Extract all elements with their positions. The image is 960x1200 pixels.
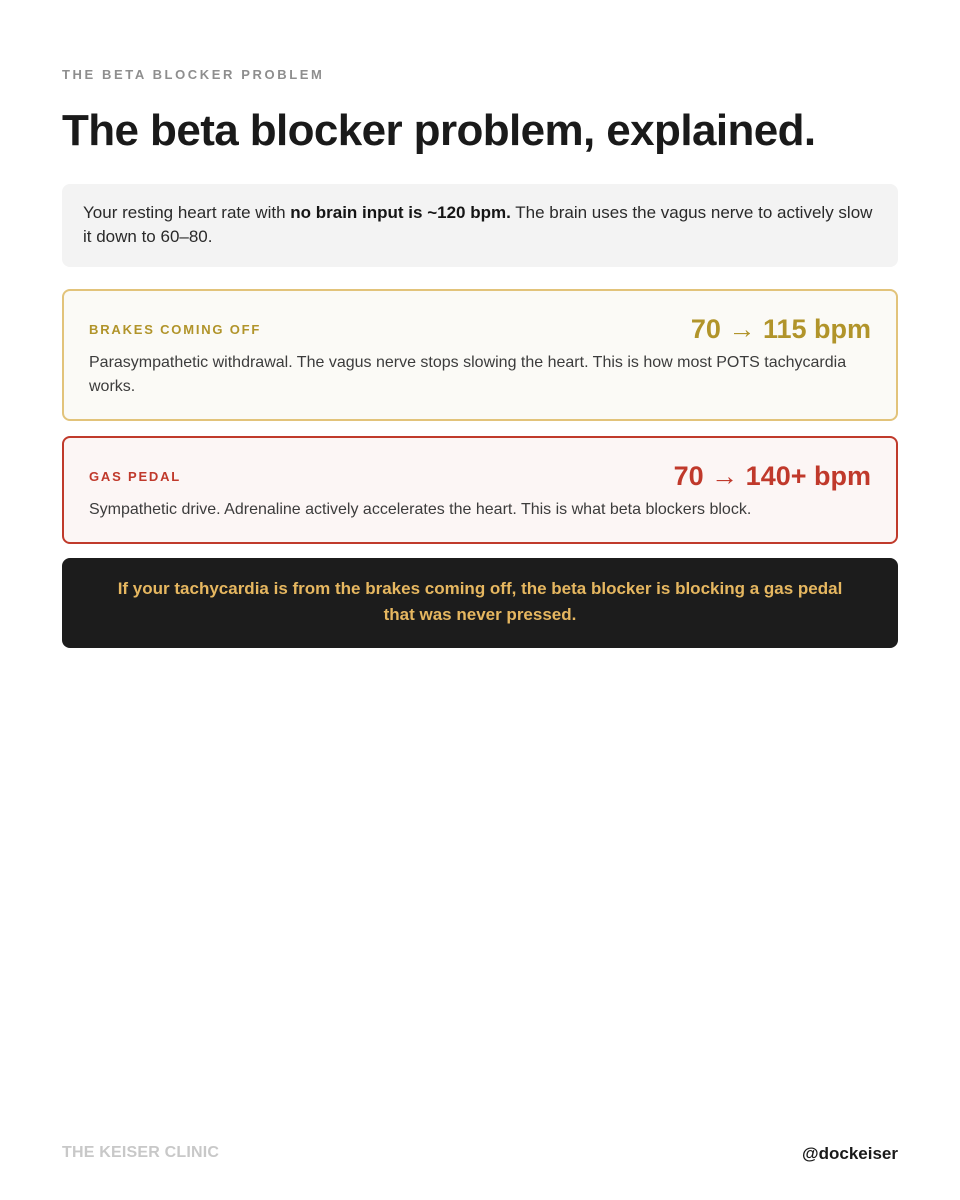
page-title: The beta blocker problem, explained. xyxy=(62,106,816,155)
card-brakes-coming-off xyxy=(62,289,898,421)
card-label: BRAKES COMING OFF xyxy=(89,322,262,337)
intro-box xyxy=(62,184,898,267)
card-label: GAS PEDAL xyxy=(89,469,182,484)
intro-text-after: The brain uses the vagus nerve to actively slow it down to 60–80. xyxy=(83,203,873,246)
footer-handle: @dockeiser xyxy=(802,1144,898,1163)
card-header xyxy=(89,311,871,347)
card-gas-pedal xyxy=(62,436,898,544)
footer-brand: THE KEISER CLINIC xyxy=(62,1144,220,1161)
eyebrow-label: THE BETA BLOCKER PROBLEM xyxy=(62,67,325,82)
card-description: Sympathetic drive. Adrenaline actively accelerates the heart. This is what beta blockers block. xyxy=(89,501,752,518)
card-description: Parasympathetic withdrawal. The vagus nerve stops slowing the heart. This is how most POTS tachycardia works. xyxy=(89,354,847,395)
callout-box: If your tachycardia is from the brakes coming off, the beta blocker is blocking a gas pedal that was never pressed. xyxy=(62,558,898,648)
intro-text-bold: no brain input is ~120 bpm. xyxy=(290,203,511,222)
card-heart-rate-value: 70 → 140+ bpm xyxy=(673,461,871,491)
card-heart-rate-value: 70 → 115 bpm xyxy=(690,314,871,344)
intro-text-before: Your resting heart rate with xyxy=(83,203,291,222)
card-header xyxy=(89,458,871,494)
